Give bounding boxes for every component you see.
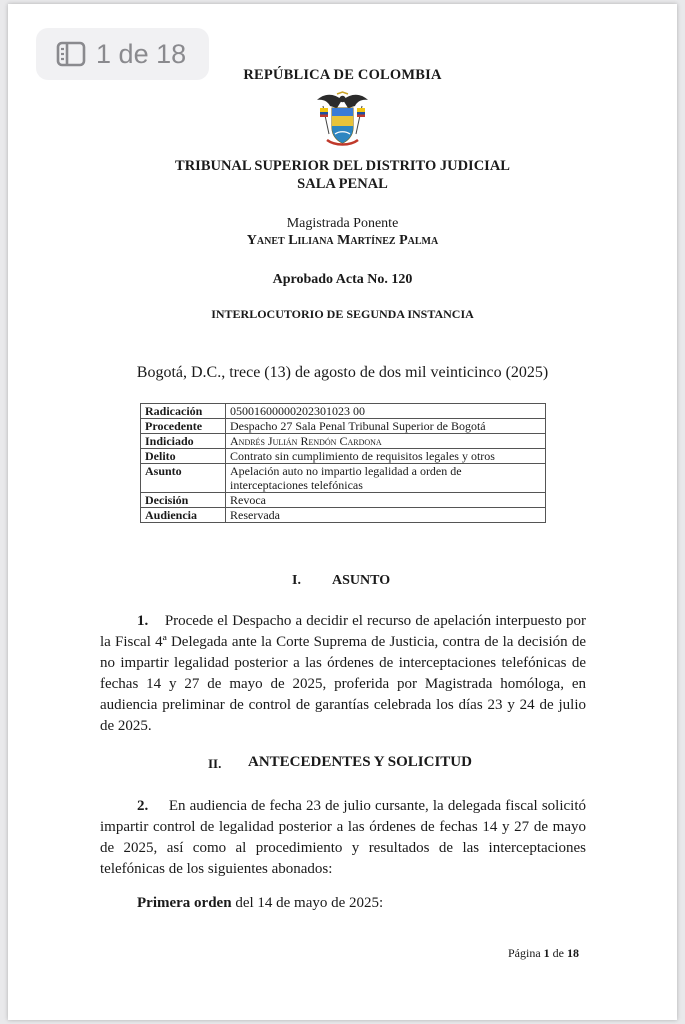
paragraph-number: 2. (137, 798, 149, 814)
footer-prefix: Página (508, 946, 541, 960)
magistrate-block (8, 215, 677, 249)
table-row (141, 419, 546, 434)
table-row (141, 434, 546, 449)
chamber-name: SALA PENAL (297, 175, 388, 192)
section-title: ANTECEDENTES Y SOLICITUD (248, 754, 472, 770)
table-row (141, 464, 546, 493)
section-heading-1 (0, 573, 685, 593)
section-number: II. (208, 756, 222, 771)
row-value: Contrato sin cumplimiento de requisitos legales y otros (226, 449, 546, 464)
first-order-text: del 14 de mayo de 2025: (235, 895, 384, 911)
page-counter (96, 39, 186, 70)
row-label: Procedente (141, 419, 226, 434)
table-row (141, 508, 546, 523)
row-value: Revoca (226, 493, 546, 508)
page-separator: de (118, 38, 149, 69)
paragraph-number: 1. (137, 613, 149, 629)
court-name: TRIBUNAL SUPERIOR DEL DISTRITO JUDICIAL (175, 158, 510, 174)
sidebar-panel-icon[interactable] (56, 41, 86, 67)
coat-of-arms-icon (315, 90, 370, 155)
first-order-line (137, 895, 383, 912)
magistrate-name: Yanet Liliana Martínez Palma (246, 233, 439, 248)
table-row (141, 493, 546, 508)
paragraph-2 (100, 796, 586, 880)
section-heading-2 (0, 754, 685, 774)
total-pages: 18 (156, 38, 187, 69)
country-heading: REPÚBLICA DE COLOMBIA (243, 67, 442, 83)
section-number: I. (292, 573, 301, 588)
row-value: 05001600000202301023 00 (226, 404, 546, 419)
case-info-table (140, 403, 546, 523)
footer-page: 1 (543, 946, 550, 960)
acta-line: Aprobado Acta No. 120 (272, 272, 413, 287)
current-page: 1 (96, 38, 112, 69)
paragraph-text: En audiencia de fecha 23 de julio cursante, la delegada fiscal solicitó impartir control de legalidad posterior a las órdenes de fechas 14 y 27 de mayo de 2025, así como al procedimiento y resultados de las interceptaciones telefónicas de los siguientes abonados: (100, 798, 586, 877)
footer-total: 18 (567, 946, 579, 960)
date-line: Bogotá, D.C., trece (13) de agosto de dos mil veinticinco (2025) (136, 364, 549, 381)
row-value: Despacho 27 Sala Penal Tribunal Superior de Bogotá (226, 419, 546, 434)
decision-type: INTERLOCUTORIO DE SEGUNDA INSTANCIA (211, 307, 474, 321)
row-label: Decisión (141, 493, 226, 508)
row-value: Apelación auto no impartio legalidad a orden de interceptaciones telefónicas (226, 464, 546, 493)
row-label: Audiencia (141, 508, 226, 523)
row-label: Asunto (141, 464, 226, 493)
row-label: Radicación (141, 404, 226, 419)
first-order-label: Primera orden (137, 895, 232, 911)
court-heading (8, 158, 677, 193)
paragraph-text: Procede el Despacho a decidir el recurso de apelación interpuesto por la Fiscal 4ª Delegada ante la Corte Suprema de Justicia, contra de la decisión de no impartir legalidad posterior a las órdenes de interceptaciones telefónicas de fechas 14 y 27 de mayo de 2025, proferida por Magistrada homóloga, en audiencia preliminar de control de garantías celebrada los días 23 y 24 de julio de 2025. (100, 613, 587, 734)
footer-separator: de (552, 946, 564, 960)
magistrate-role: Magistrada Ponente (286, 216, 399, 231)
page-footer (508, 946, 579, 961)
section-title: ASUNTO (332, 573, 391, 588)
table-row (141, 449, 546, 464)
row-value: Reservada (226, 508, 546, 523)
table-row (141, 404, 546, 419)
row-label: Delito (141, 449, 226, 464)
paragraph-1 (100, 611, 586, 737)
row-value: Andrés Julián Rendón Cardona (226, 434, 546, 449)
row-label: Indiciado (141, 434, 226, 449)
